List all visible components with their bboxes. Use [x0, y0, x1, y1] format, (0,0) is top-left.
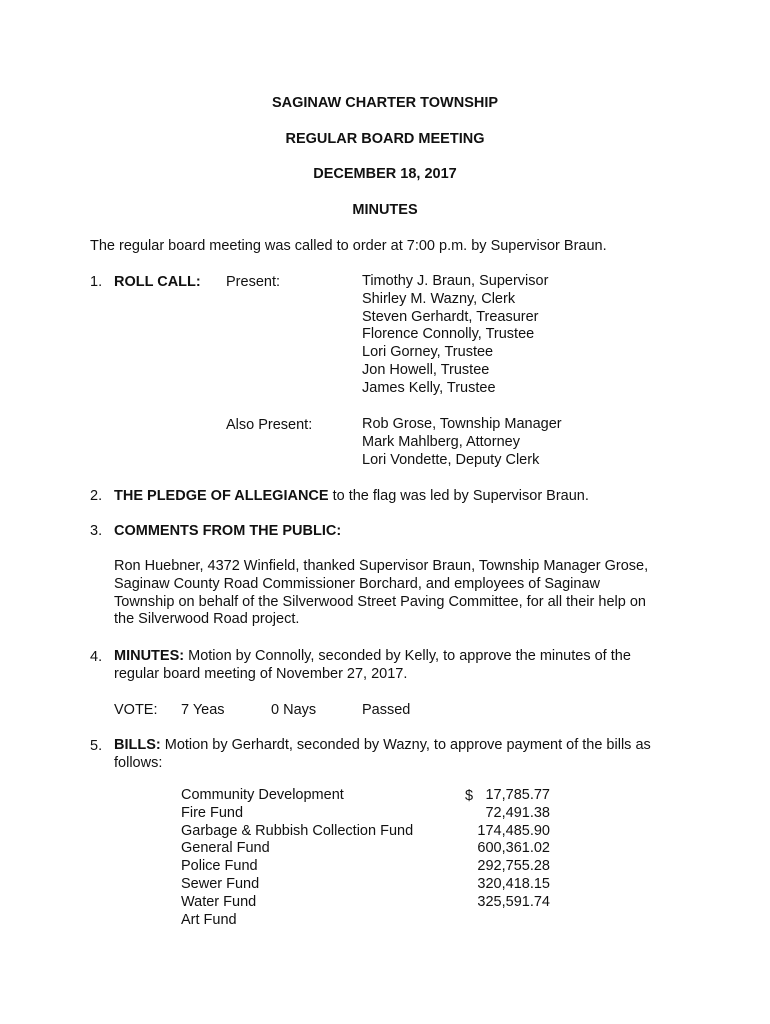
pledge-heading: THE PLEDGE OF ALLEGIANCE: [114, 488, 329, 504]
item-number-5: 5.: [90, 738, 103, 754]
vote-label: VOTE:: [114, 702, 158, 718]
fund-name: Sewer Fund: [181, 875, 260, 892]
bills-paragraph: [114, 737, 651, 773]
fund-amount: 174,485.90: [477, 822, 550, 839]
present-member: Timothy J. Braun, Supervisor: [362, 273, 549, 289]
also-present-member: Rob Grose, Township Manager: [362, 416, 562, 432]
item-number-1: 1.: [90, 274, 103, 290]
fund-amount: 72,491.38: [485, 804, 550, 821]
fund-name: Garbage & Rubbish Collection Fund: [181, 822, 414, 839]
meeting-title: REGULAR BOARD MEETING: [285, 131, 485, 147]
fund-name: Community Development: [181, 787, 344, 803]
comments-line: Saginaw County Road Commissioner Borchard, and employees of Saginaw: [114, 575, 601, 592]
present-member: Florence Connolly, Trustee: [362, 326, 535, 343]
meeting-date: DECEMBER 18, 2017: [313, 166, 457, 182]
also-present-list: [362, 416, 562, 469]
fund-amount: 17,785.77: [485, 787, 550, 803]
intro-paragraph: The regular board meeting was called to order at 7:00 p.m. by Supervisor Braun.: [90, 238, 607, 254]
document-type: MINUTES: [352, 202, 418, 218]
roll-call-heading: ROLL CALL:: [114, 274, 201, 290]
item-number-4: 4.: [90, 649, 103, 665]
also-present-member: Mark Mahlberg, Attorney: [362, 433, 520, 450]
fund-name: Fire Fund: [181, 804, 244, 821]
present-member: Lori Gorney, Trustee: [362, 344, 494, 361]
fund-amount: 320,418.15: [477, 875, 550, 892]
vote-nays: 0 Nays: [271, 702, 317, 718]
fund-name: Police Fund: [181, 858, 258, 875]
comments-line: Township on behalf of the Silverwood Street Paving Committee, for all their help on: [114, 593, 646, 610]
minutes-text: Motion by Connolly, seconded by Kelly, to approve the minutes of the: [184, 648, 631, 664]
fund-name: General Fund: [181, 840, 270, 857]
comments-heading: COMMENTS FROM THE PUBLIC:: [114, 523, 342, 539]
comments-paragraph: [114, 558, 648, 629]
present-member: Jon Howell, Trustee: [362, 361, 490, 378]
bills-heading: BILLS:: [114, 737, 161, 753]
fund-name: Art Fund: [181, 911, 237, 928]
item-number-3: 3.: [90, 523, 103, 539]
minutes-line-1: [114, 648, 631, 666]
pledge-line: [114, 487, 589, 505]
present-label: Present:: [226, 274, 280, 290]
vote-result: Passed: [362, 702, 411, 718]
present-list: [362, 273, 548, 398]
pledge-text: to the flag was led by Supervisor Braun.: [328, 488, 589, 504]
bills-text: Motion by Gerhardt, seconded by Wazny, to approve payment of the bills as: [160, 737, 651, 753]
org-title: SAGINAW CHARTER TOWNSHIP: [271, 95, 499, 111]
currency-symbol: $: [465, 788, 474, 804]
fund-amounts: [460, 787, 550, 912]
fund-amount: 292,755.28: [477, 858, 550, 875]
minutes-line-2: regular board meeting of November 27, 2017.: [114, 665, 408, 682]
fund-name: Water Fund: [181, 893, 257, 910]
minutes-paragraph: [114, 648, 631, 684]
also-present-label: Also Present:: [226, 417, 313, 433]
fund-amount: 325,591.74: [477, 893, 550, 910]
present-member: Shirley M. Wazny, Clerk: [362, 290, 516, 307]
present-member: Steven Gerhardt, Treasurer: [362, 308, 539, 325]
bills-line-1: [114, 737, 651, 755]
fund-names: [181, 787, 413, 929]
minutes-heading: MINUTES:: [114, 648, 185, 664]
comments-line: the Silverwood Road project.: [114, 611, 300, 628]
comments-line: Ron Huebner, 4372 Winfield, thanked Supervisor Braun, Township Manager Grose,: [114, 558, 649, 574]
item-number-2: 2.: [90, 488, 103, 504]
bills-line-2: follows:: [114, 754, 163, 771]
fund-amount: 600,361.02: [477, 840, 550, 857]
present-member: James Kelly, Trustee: [362, 379, 496, 396]
vote-yeas: 7 Yeas: [181, 702, 225, 718]
also-present-member: Lori Vondette, Deputy Clerk: [362, 451, 540, 468]
